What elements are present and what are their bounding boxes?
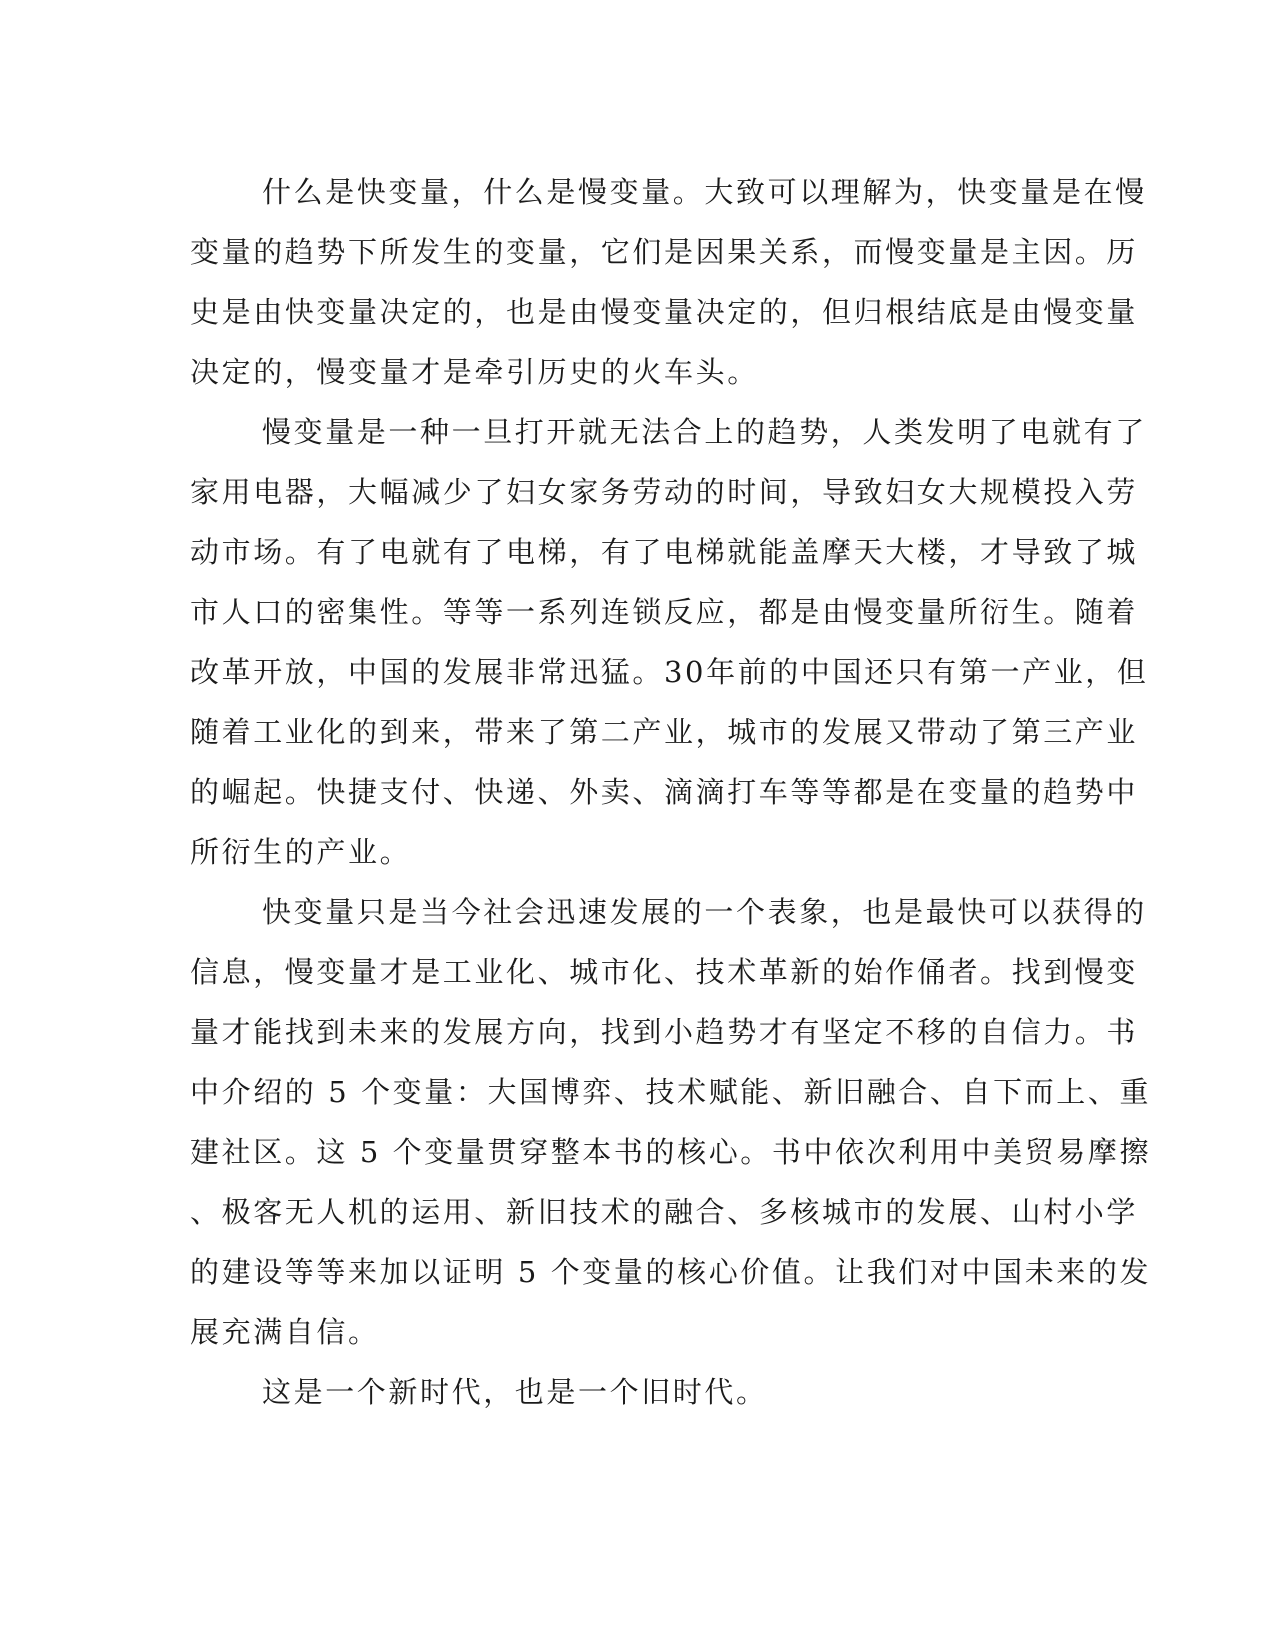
text-line: 什么是快变量，什么是慢变量。大致可以理解为，快变量是在慢	[262, 175, 1147, 209]
paragraph	[190, 162, 1147, 402]
text-line: 建社区。这 5 个变量贯穿整本书的核心。书中依次利用中美贸易摩擦	[190, 1135, 1152, 1169]
text-line: 的崛起。快捷支付、快递、外卖、滴滴打车等等都是在变量的趋势中	[190, 775, 1139, 809]
text-line: 决定的，慢变量才是牵引历史的火车头。	[190, 355, 759, 389]
text-line: 市人口的密集性。等等一系列连锁反应，都是由慢变量所衍生。随着	[190, 595, 1139, 629]
text-line: 所衍生的产业。	[190, 835, 412, 869]
text-line: 这是一个新时代，也是一个旧时代。	[262, 1375, 768, 1409]
text-line: 史是由快变量决定的，也是由慢变量决定的，但归根结底是由慢变量	[190, 295, 1139, 329]
text-line: 信息，慢变量才是工业化、城市化、技术革新的始作俑者。找到慢变	[190, 955, 1139, 989]
text-line: 随着工业化的到来，带来了第二产业，城市的发展又带动了第三产业	[190, 715, 1139, 749]
text-line: 量才能找到未来的发展方向，找到小趋势才有坚定不移的自信力。书	[190, 1015, 1139, 1049]
paragraph	[190, 1362, 1070, 1422]
paragraph	[190, 882, 1152, 1362]
text-line: 慢变量是一种一旦打开就无法合上的趋势，人类发明了电就有了	[262, 415, 1147, 449]
text-line: 家用电器，大幅减少了妇女家务劳动的时间，导致妇女大规模投入劳	[190, 475, 1139, 509]
document-body	[190, 162, 1152, 1422]
text-line: 动市场。有了电就有了电梯，有了电梯就能盖摩天大楼，才导致了城	[190, 535, 1139, 569]
text-line: 中介绍的 5 个变量：大国博弈、技术赋能、新旧融合、自下而上、重	[190, 1075, 1152, 1109]
text-line: 的建设等等来加以证明 5 个变量的核心价值。让我们对中国未来的发	[190, 1255, 1152, 1289]
text-line: 变量的趋势下所发生的变量，它们是因果关系，而慢变量是主因。历	[190, 235, 1139, 269]
paragraph	[190, 402, 1149, 882]
text-line: 、极客无人机的运用、新旧技术的融合、多核城市的发展、山村小学	[190, 1195, 1139, 1229]
text-line: 快变量只是当今社会迅速发展的一个表象，也是最快可以获得的	[262, 895, 1147, 929]
text-line: 改革开放，中国的发展非常迅猛。30年前的中国还只有第一产业，但	[190, 655, 1149, 689]
text-line: 展充满自信。	[190, 1315, 380, 1349]
